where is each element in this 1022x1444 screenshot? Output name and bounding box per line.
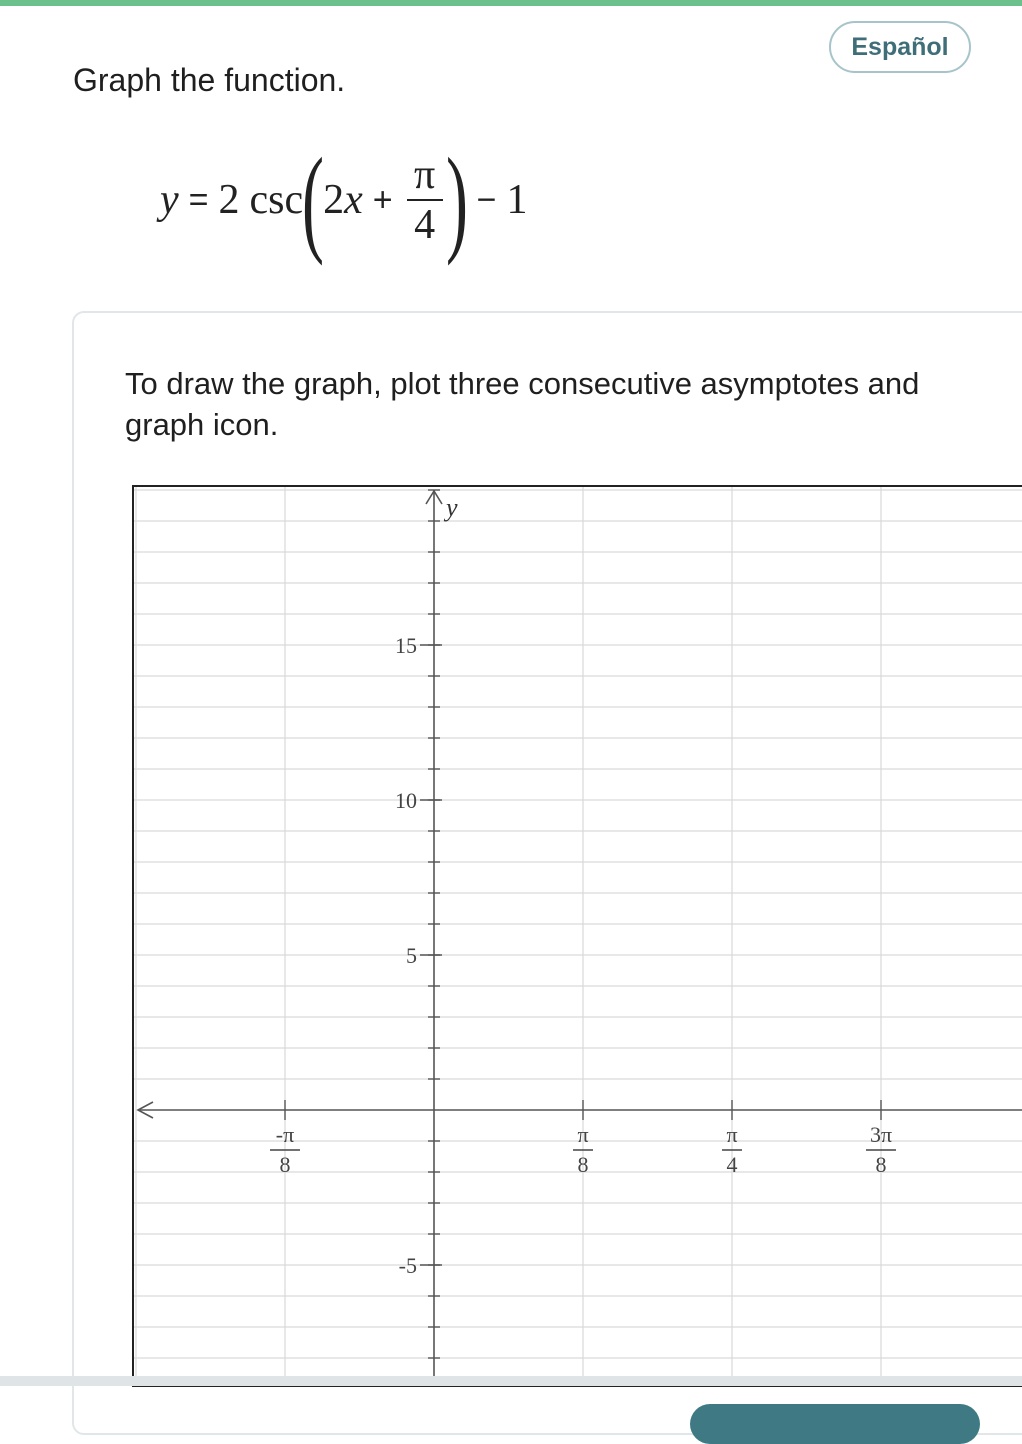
- equation-lhs: y: [160, 177, 179, 223]
- equation-fraction-numerator: π: [414, 151, 436, 198]
- instruction-line-2: graph icon.: [125, 407, 279, 442]
- y-tick-label: 5: [406, 943, 417, 968]
- equation-function: csc: [249, 177, 304, 223]
- y-axis-label: y: [446, 493, 458, 522]
- equation-minus: −: [476, 180, 497, 219]
- y-tick-label: 10: [395, 788, 417, 813]
- check-answer-button[interactable]: [690, 1404, 980, 1444]
- equation-inner-coefficient: 2: [323, 177, 345, 223]
- question-prompt: Graph the function.: [73, 62, 346, 98]
- x-tick-label-denominator: 8: [577, 1152, 589, 1177]
- y-tick-label: -5: [398, 1253, 417, 1278]
- equation-fraction-denominator: 4: [414, 202, 436, 248]
- spanish-language-button[interactable]: Español: [829, 21, 971, 73]
- equation-equals: =: [188, 180, 209, 219]
- x-tick-label-denominator: 8: [875, 1152, 887, 1177]
- x-tick-label-numerator: π: [726, 1122, 738, 1147]
- x-tick-label-numerator: π: [577, 1122, 589, 1147]
- x-tick-label-denominator: 4: [726, 1152, 738, 1177]
- x-tick-label-numerator: 3π: [869, 1122, 893, 1147]
- equation-coefficient: 2: [218, 177, 240, 223]
- x-tick-label-numerator: -π: [275, 1122, 295, 1147]
- equation-constant: 1: [506, 177, 528, 223]
- graph-border: [133, 486, 1022, 1386]
- instruction-line-1: To draw the graph, plot three consecutive asymptotes and: [125, 366, 920, 401]
- equation-plus: +: [372, 180, 393, 219]
- grid-lines: [133, 486, 1022, 1386]
- equation-inner-variable: x: [344, 177, 363, 223]
- y-tick-label: 15: [395, 633, 417, 658]
- equation-open-paren: (: [302, 133, 325, 266]
- axes: [138, 490, 1022, 1386]
- x-tick-label-denominator: 8: [279, 1152, 291, 1177]
- footer-divider: [0, 1376, 1022, 1386]
- equation-close-paren: ): [445, 133, 468, 266]
